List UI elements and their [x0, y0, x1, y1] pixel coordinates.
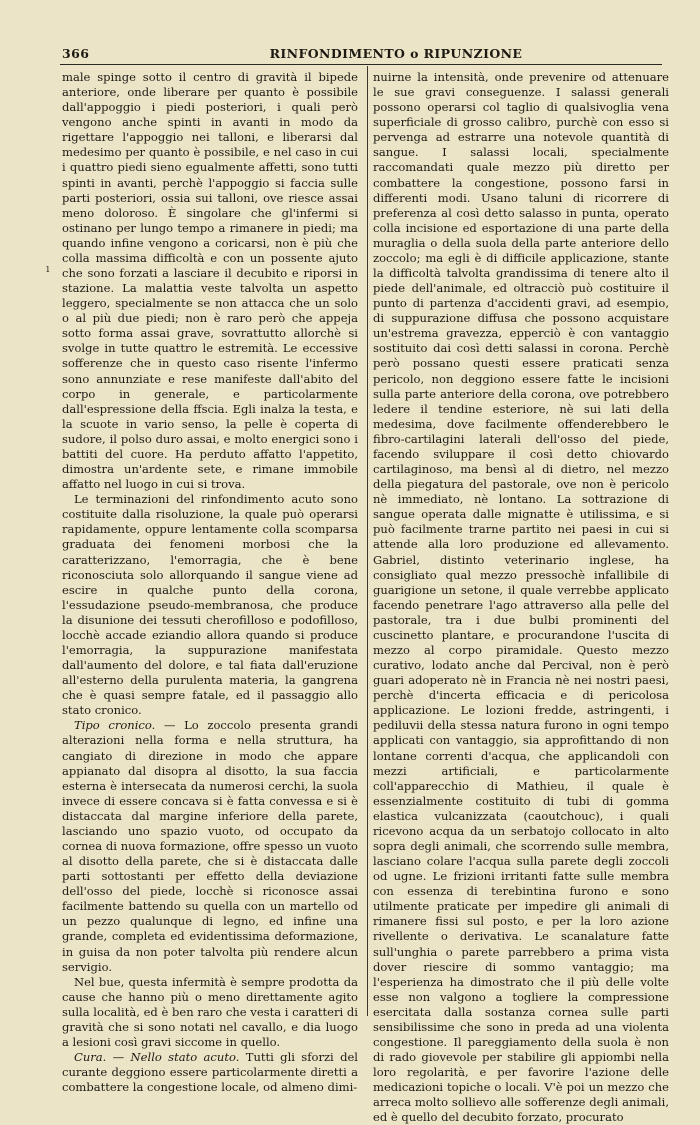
- paragraph: [373, 70, 669, 1125]
- column-divider: [367, 66, 368, 1016]
- page-title: RINFONDIMENTO o RIPUNZIONE: [269, 46, 523, 61]
- paragraph: [62, 1050, 358, 1095]
- paragraph-text: Nel bue, questa infermità è sempre prodotta da cause che hanno più o meno direttamente agito sulla località, ed è ben raro che vesta i caratteri di gravità che si sono notati nel cavallo, e dia luogo a lesioni così gravi siccome in quello.: [62, 974, 358, 1049]
- paragraph: [62, 718, 358, 974]
- margin-mark: ı: [46, 262, 50, 275]
- left-column: [62, 70, 358, 1095]
- paragraph-text: Tutti gli sforzi del curante deggiono essere particolarmente diretti a combattere la congestione locale, od almeno dimi-: [62, 1050, 358, 1095]
- paragraph: [62, 975, 358, 1050]
- paragraph-text: Le terminazioni del rinfondimento acuto sono costituite dalla risoluzione, la quale può operarsi rapidamente, oppure lentamente colla scomparsa graduata dei fenomeni morbosi che la caratterizzano, l'emorragia, che è bene riconosciuta solo allorquando il sangue viene ad escire in qualche punto della corona, l'essudazione pseudo-membranosa, che produce la disunione dei tessuti cherofilloso e podofilloso, locchè accade eziandio allora quando si produce l'emorragia, la suppurazione manifestata dall'aumento del dolore, e tal fiata dall'eruzione all'esterno della purulenta materia, la gangrena che è quasi sempre fatale, ed il passaggio allo stato cronico.: [62, 492, 358, 718]
- section-label: Tipo cronico.: [74, 718, 156, 733]
- paragraph: [62, 70, 358, 492]
- header-rule: [60, 64, 662, 65]
- running-head: [62, 46, 660, 62]
- section-label: Cura. — Nello stato acuto.: [74, 1050, 240, 1065]
- paragraph-text: nuirne la intensità, onde prevenire od attenuare le sue gravi conseguenze. I salassi generali possono operarsi col taglio di qualsivoglia vena superficiale di grosso calibro, purchè con esso si pervenga ad estrarre una notevole quantità di sangue. I salassi locali, specialmente raccomandati quale mezzo più diretto per combattere la congestione, possono farsi in differenti modi. Usano taluni di ricorrere di preferenza al così detto salasso in punta, operato colla incisione ed esportazione di una parte della muraglia o della suola della parte anteriore dello zoccolo; ma egli è di difficile applicazione, stante la difficoltà talvolta grandissima di tenere alto il piede dell'animale, ed oltracciò può costituire il punto di partenza d'accidenti gravi, ad esempio, di suppurazione diffusa che possono acquistare un'estrema gravezza, epperciò è con vantaggio sostituito dai così detti salassi in corona. Perchè però possano questi essere praticati senza pericolo, non deggiono essere fatte le incisioni sulla parte anteriore della corona, ove potrebbero ledere il tendine esteriore, nè sui lati della medesima, dove facilmente offenderebbero le fibro-cartilagini laterali dell'osso del piede, facendo sviluppare il così detto chiovardo cartilaginoso, ma bensì al di dietro, nel mezzo della piegatura del pastorale, ove non è pericolo nè immediato, nè lontano. La sottrazione di sangue operata dalle mignatte è utilissima, e si può facilmente trarne partito nei paesi in cui si attende alla loro produzione ed allevamento. Gabriel, distinto veterinario inglese, ha consigliato qual mezzo pressochè infallibile di guarigione un setone, il quale verrebbe applicato facendo penetrare l'ago attraverso alla pelle del pastorale, tra i due bulbi prominenti del cuscinetto plantare, e procurandone l'uscita di mezzo al corpo piramidale. Questo mezzo curativo, lodato anche dal Percival, non è però guari adoperato nè in Francia nè nei nostri paesi, perchè d'incerta efficacia e di pericolosa applicazione. Le lozioni fredde, astringenti, i pediluvii della stessa natura furono in ogni tempo applicati con vantaggio, sia approfittando di non lontane correnti d'acqua, che applicandoli con mezzi artificiali, e particolarmente coll'apparecchio di Mathieu, il quale è essenzialmente costituito di tubi di gomma elastica vulcanizzata (caoutchouc), i quali ricevono acqua da un serbatojo collocato in alto sopra degli animali, che scorrendo sulle membra, lasciano colare l'acqua sulla parete degli zoccoli od ugne. Le frizioni irritanti fatte sulle membra con essenza di terebintina furono e sono utilmente praticate per impedire gli animali di rimanere fissi sul posto, e per la loro azione rivellente o derivativa. Le scanalature fatte sull'unghia o parete parrebbero a prima vista dover riescire di sommo vantaggio; ma l'esperienza ha dimostrato che il più delle volte esse non valgono a togliere la compressione esercitata dalla sostanza cornea sulle parti sensibilissime che sono in preda ad una violenta congestione. Il pareggiamento della suola è non di rado giovevole per stabilire gli appiombi nella loro regolarità, e per favorire l'azione delle medicazioni topiche o locali. V'è poi un mezzo che arreca molto sollievo alle sofferenze degli animali, ed è quello del decubito forzato, procurato: [373, 70, 669, 1125]
- right-column: [373, 70, 669, 1125]
- page-number: 366: [62, 46, 90, 61]
- paragraph-text: — Lo zoccolo presenta grandi alterazioni nella forma e nella struttura, ha cangiato di direzione in modo che appare appianato dal disopra al disotto, la sua faccia esterna è intersecata da numerosi cerchi, la suola invece di essere concava si è fatta convessa e si è distaccata dal margine inferiore della parete, lasciando uno spazio vuoto, od occupato da cornea di nuova formazione, offre spesso un vuoto al disotto della parete, che si è distaccata dalle parti sottostanti per effetto della deviazione dell'osso del piede, locchè si riconosce assai facilmente battendo su quella con un martello od un pezzo qualunque di legno, ed infine una grande, completa ed evidentissima deformazione, in guisa da non poter talvolta più rendere alcun servigio.: [62, 718, 358, 974]
- paragraph-text: male spinge sotto il centro di gravità il bipede anteriore, onde liberare per quanto è possibile dall'appoggio i piedi posteriori, i quali però vengono anche spinti in avanti in modo da rigettare l'appoggio nei talloni, e liberarsi dal medesimo per quanto è possibile, e nel caso in cui i quattro piedi sieno egualmente affetti, sono tutti spinti in avanti, perchè l'appoggio si faccia sulle parti posteriori, ossia sui talloni, ove riesce assai meno doloroso. È singolare che gl'infermi si ostinano per lungo tempo a rimanere in piedi; ma quando infine vengono a coricarsi, non è più che colla massima difficoltà e con un possente ajuto che sono forzati a lasciare il decubito e riporsi in stazione. La malattia veste talvolta un aspetto leggero, specialmente se non attacca che un solo o al più due piedi; non è raro però che appeja sotto forma assai grave, sovrattutto allorchè si svolge in tutte quattro le estremità. Le eccessive sofferenze che in questo caso risente l'infermo sono annunziate e rese manifeste dall'abito del corpo in generale, e particolarmente dall'espressione della ffscia. Egli inalza la testa, e la scuote in vario senso, la pelle è coperta di sudore, il polso duro assai, e molto energici sono i battiti del cuore. Ha perduto affatto l'appetito, dimostra un'ardente sete, e rimane immobile affatto nel luogo in cui si trova.: [62, 70, 358, 492]
- paragraph: [62, 492, 358, 718]
